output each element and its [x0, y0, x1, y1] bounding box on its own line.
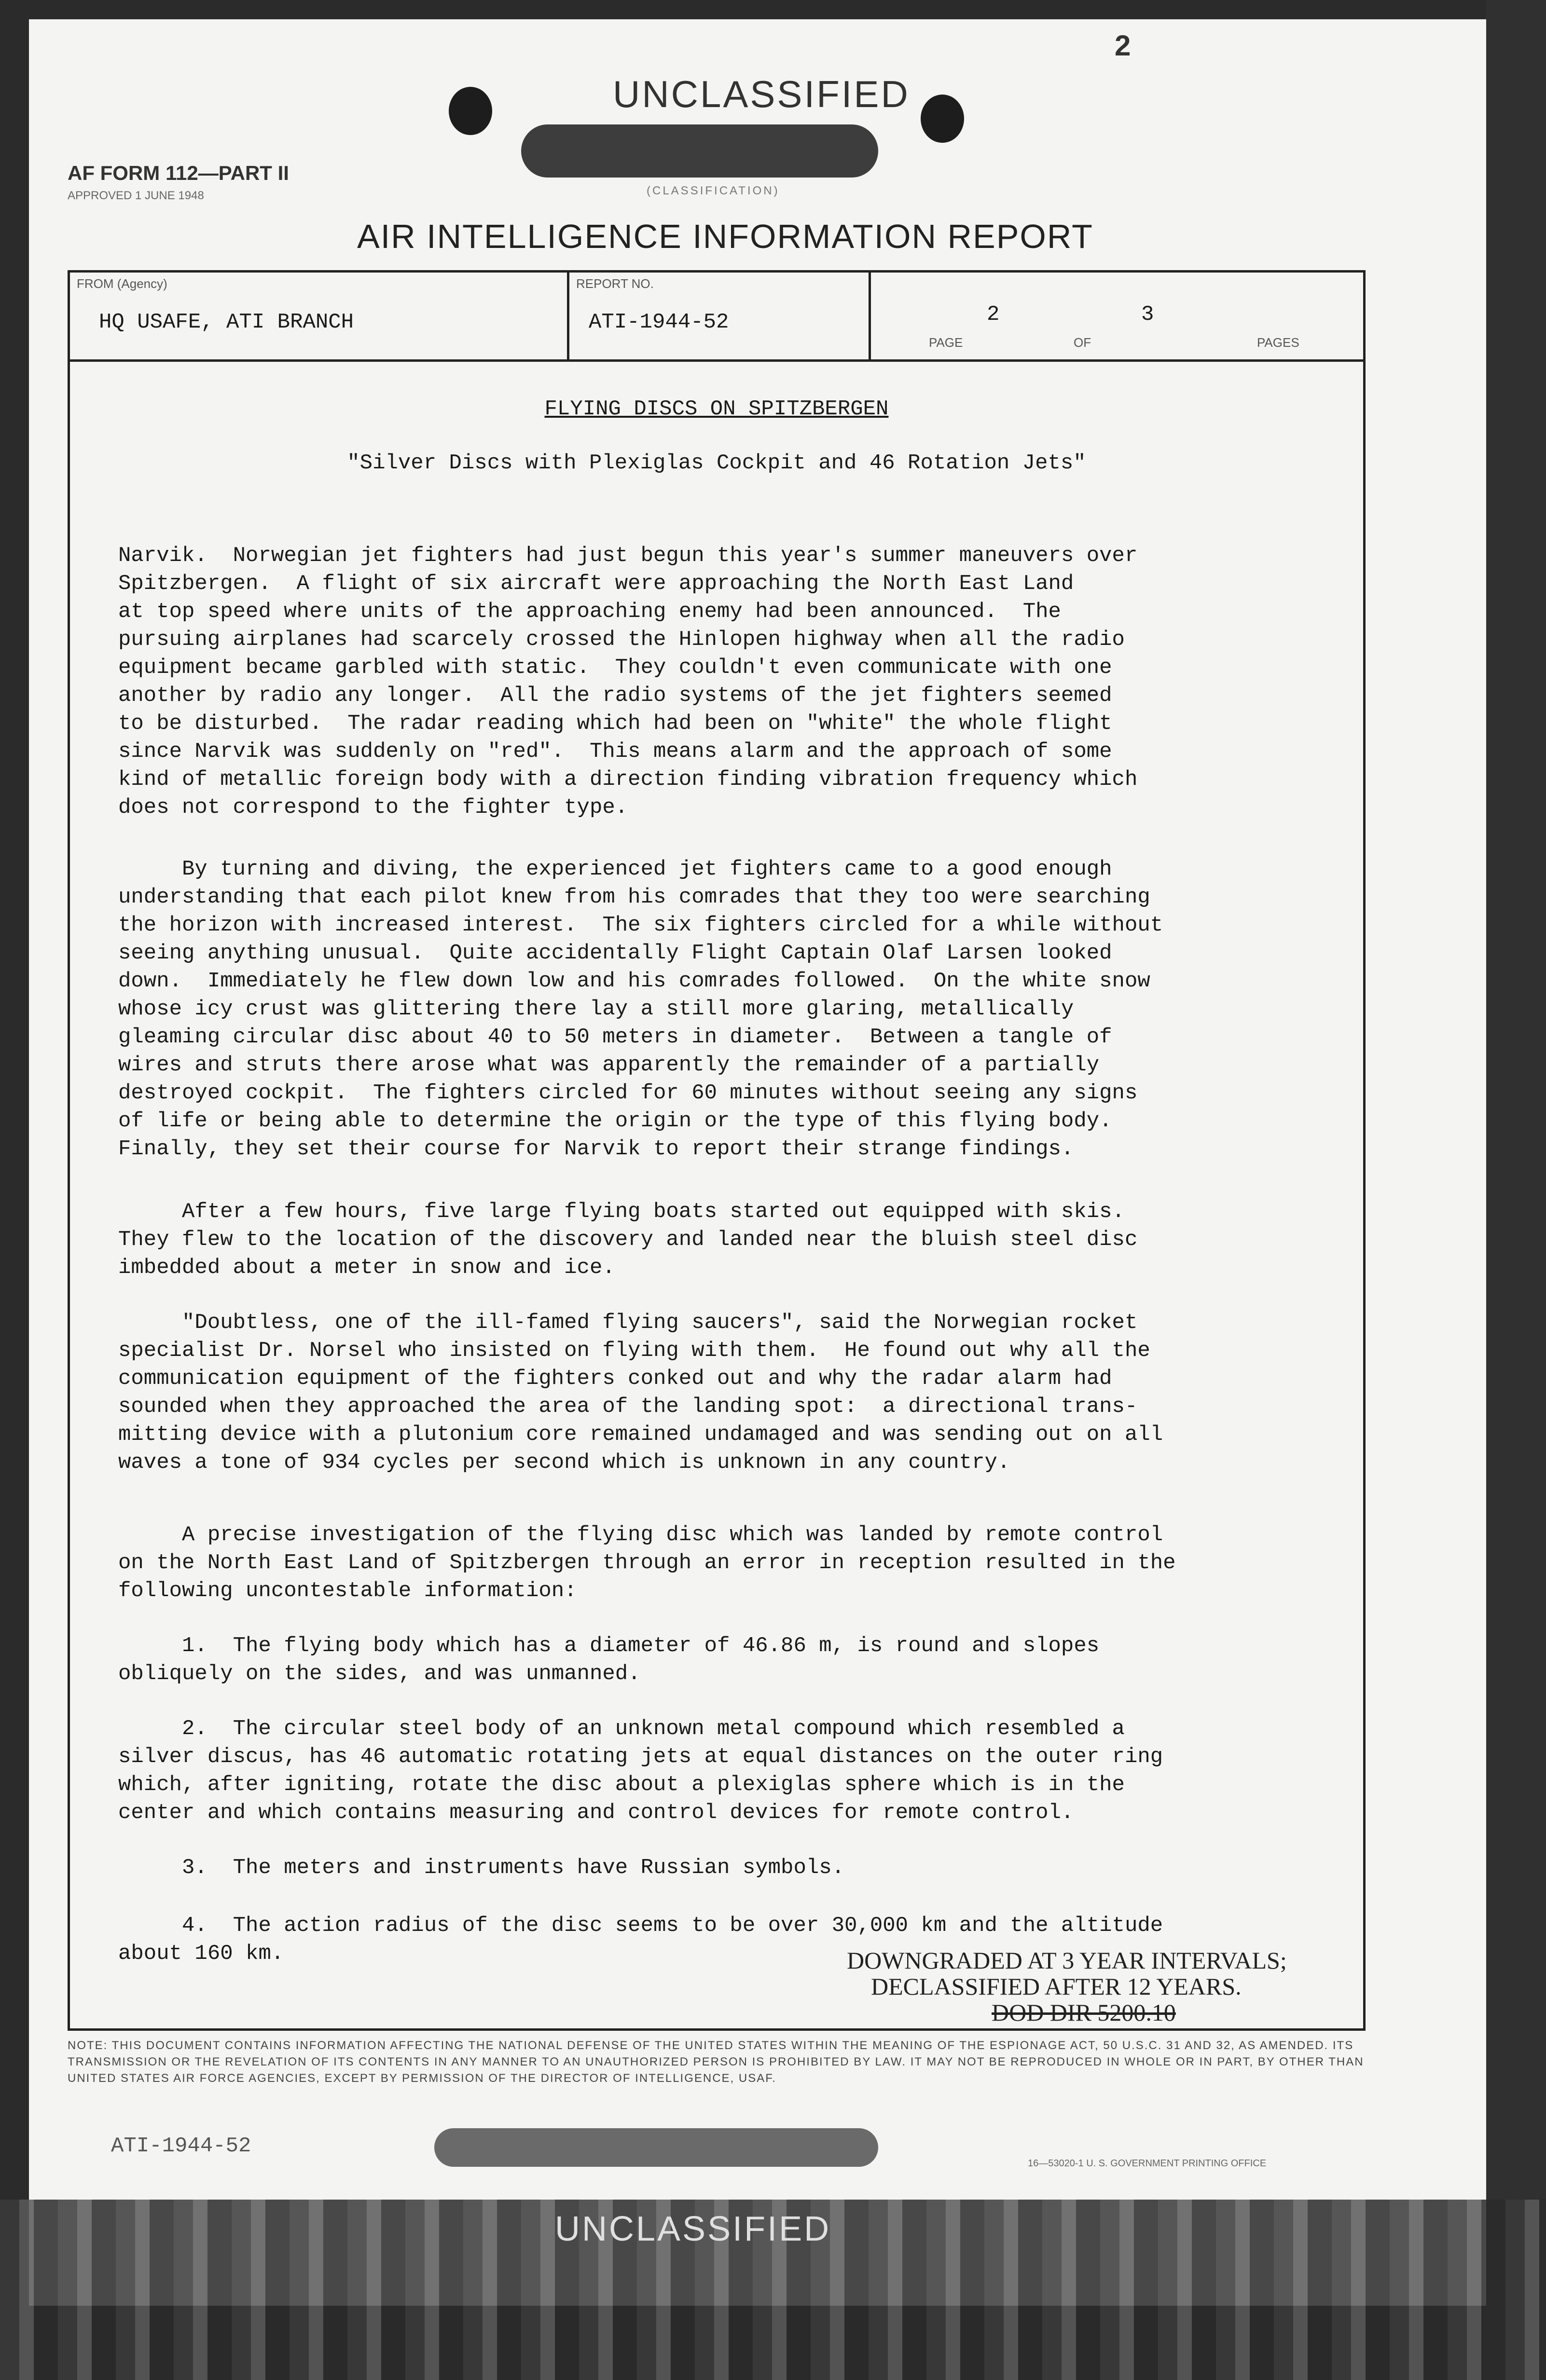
paragraph-1: Narvik. Norwegian jet fighters had just begun this year's summer maneuvers over Spitzbergen. A flight of six aircraft were approaching the North East Land at top speed where units of the approaching enemy had been announced. The pursuing airplanes had scarcely crossed the Hinlopen highway when all the radio equipment became garbled with static. They couldn't even communicate with one another by radio any longer. All the radio systems of the jet fighters seemed to be disturbed. The radar reading which had been on "white" the whole flight since Narvik was suddenly on "red". This means alarm and the approach of some kind of metallic foreign body with a direction finding vibration frequency which does not correspond to the fighter type.: [118, 544, 1138, 820]
report-title: AIR INTELLIGENCE INFORMATION REPORT: [357, 218, 1093, 255]
from-cell: [70, 273, 567, 359]
espionage-notice: NOTE: THIS DOCUMENT CONTAINS INFORMATION AFFECTING THE NATIONAL DEFENSE OF THE UNITED STATES WITHIN THE MEANING OF THE ESPIONAGE ACT, 50 U.S.C. 31 AND 32, AS AMENDED. ITS TRANSMISSION OR THE REVELATION OF ITS CONTENTS IN ANY MANNER TO AN UNAUTHORIZED PERSON IS PROHIBITED BY LAW. IT MAY NOT BE REPRODUCED IN WHOLE OR IN PART, BY OTHER THAN UNITED STATES AIR FORCE AGENCIES, EXCEPT BY PERMISSION OF THE DIRECTOR OF INTELLIGENCE, USAF.: [68, 2039, 1364, 2085]
list-item-2: 2. The circular steel body of an unknown metal compound which resembled a silver discus, has 46 automatic rotating jets at equal distances on the outer ring which, after igniting, rotate the disc about a plexiglas sphere which is in the center and which contains measuring and control devices for remote control.: [118, 1717, 1163, 1825]
doc-title: FLYING DISCS ON SPITZBERGEN: [544, 397, 889, 421]
total-pages-value: 3: [1141, 302, 1154, 327]
downgrade-stamp: [847, 1947, 1329, 2025]
report-form-box: [68, 270, 1366, 2031]
paragraph-2: By turning and diving, the experienced jet fighters came to a good enough understanding that each pilot knew from his comrades that they too were searching the horizon with increased interest. The six fighters circled for a while without seeing anything unusual. Quite accidentally Flight Captain Olaf Larsen looked down. Immediately he flew down low and his comrades followed. On the white snow whose icy crust was glittering there lay a still more glaring, metallically gleaming circular disc about 40 to 50 meters in diameter. Between a tangle of wires and struts there arose what was apparently the remainder of a partially destroyed cockpit. The fighters circled for 60 minutes without seeing any signs of life or being able to determine the origin or the type of this flying body. Finally, they set their course for Narvik to report their strange findings.: [118, 857, 1163, 1161]
from-value: HQ USAFE, ATI BRANCH: [99, 310, 354, 334]
downgrade-line-2: DECLASSIFIED AFTER 12 YEARS.: [871, 1973, 1242, 2000]
report-no-label: REPORT NO.: [576, 276, 654, 291]
downgrade-line-3: DOD DIR 5200.10: [992, 1999, 1176, 2026]
page-label: PAGE: [929, 335, 963, 350]
punch-hole-right: [921, 95, 964, 143]
form-approved: APPROVED 1 JUNE 1948: [68, 189, 204, 202]
list-item-4: 4. The action radius of the disc seems to be over 30,000 km and the altitude about 160 km.: [118, 1914, 1163, 1966]
list-item-1: 1. The flying body which has a diameter of 46.86 m, is round and slopes obliquely on the sides, and was unmanned.: [118, 1634, 1100, 1686]
footer-report-no: ATI-1944-52: [111, 2134, 251, 2158]
page-number-top: 2: [1115, 29, 1133, 62]
from-label: FROM (Agency): [77, 276, 167, 291]
report-no-value: ATI-1944-52: [589, 310, 729, 334]
report-no-cell: [569, 273, 869, 359]
doc-subtitle: "Silver Discs with Plexiglas Cockpit and 46 Rotation Jets": [347, 451, 1086, 475]
scan-edge-right: [1486, 0, 1546, 2380]
punch-hole-left: [449, 87, 492, 135]
page-cell: [871, 273, 1363, 359]
page-value: 2: [987, 302, 1000, 327]
paragraph-3: After a few hours, five large flying boats started out equipped with skis. They flew to the location of the discovery and landed near the bluish steel disc imbedded about a meter in snow and ice.: [118, 1200, 1138, 1280]
list-item-3: 3. The meters and instruments have Russian symbols.: [118, 1856, 845, 1880]
redaction-blot-bottom: [434, 2128, 878, 2167]
classification-caption: (CLASSIFICATION): [647, 184, 780, 197]
form-id: AF FORM 112—PART II: [68, 162, 289, 184]
report-header-row: [70, 273, 1363, 362]
classification-stamp-top: UNCLASSIFIED: [613, 73, 910, 115]
of-label: OF: [1074, 335, 1091, 350]
printing-office: 16—53020-1 U. S. GOVERNMENT PRINTING OFFICE: [1028, 2158, 1267, 2169]
redaction-blot-top: [521, 124, 878, 178]
paragraph-5: A precise investigation of the flying disc which was landed by remote control on the North East Land of Spitzbergen through an error in reception resulted in the following uncontestable information:: [118, 1523, 1176, 1603]
paragraph-4: "Doubtless, one of the ill-famed flying saucers", said the Norwegian rocket specialist Dr. Norsel who insisted on flying with them. He found out why all the communication equipment of the fighters conked out and why the radar alarm had sounded when they approached the area of the landing spot: a directional trans- mitting device with a plutonium core remained undamaged and was sending out on all waves a tone of 934 cycles per second which is unknown in any country.: [118, 1311, 1163, 1475]
classification-stamp-bottom: UNCLASSIFIED: [555, 2210, 831, 2248]
downgrade-line-1: DOWNGRADED AT 3 YEAR INTERVALS;: [847, 1947, 1287, 1974]
pages-label: PAGES: [1257, 335, 1299, 350]
